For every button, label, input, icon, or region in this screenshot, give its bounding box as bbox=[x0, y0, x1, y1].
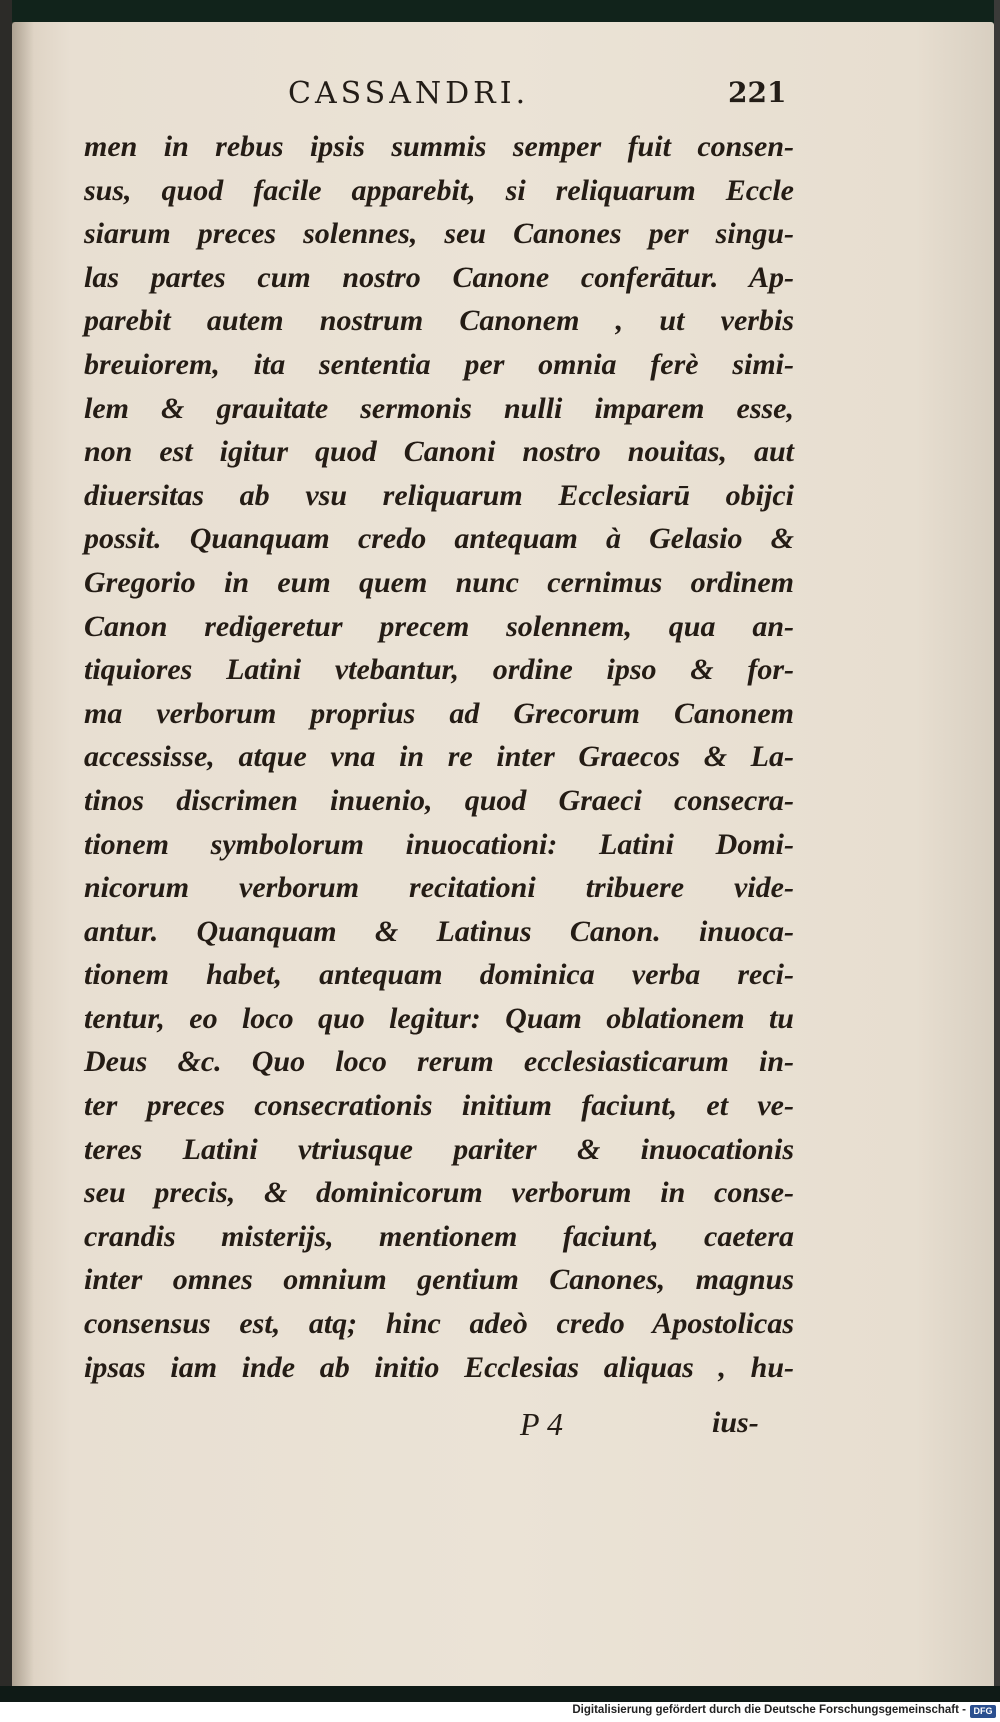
text-line: Gregorio in eum quem nunc cernimus ordinem bbox=[84, 565, 794, 599]
text-block bbox=[84, 125, 794, 1389]
text-line: nicorum verborum recitationi tribuere vide- bbox=[84, 871, 794, 905]
text-line: diuersitas ab vsu reliquarum Ecclesiarū obijci bbox=[84, 478, 794, 512]
text-line: las partes cum nostro Canone conferātur. Ap- bbox=[84, 260, 794, 294]
text-line: inter omnes omnium gentium Canones, magnus bbox=[84, 1263, 794, 1297]
running-head-title: CASSANDRI. bbox=[288, 76, 530, 111]
text-line: tionem symbolorum inuocationi: Latini Domi- bbox=[84, 827, 794, 861]
text-line: breuiorem, ita sententia per omnia ferè simi- bbox=[84, 347, 794, 381]
page-footer bbox=[12, 1406, 994, 1450]
text-line: ma verborum proprius ad Grecorum Canonem bbox=[84, 696, 794, 730]
page-number: 221 bbox=[728, 76, 787, 109]
text-line: tiquiores Latini vtebantur, ordine ipso & for- bbox=[84, 653, 794, 687]
text-line: tionem habet, antequam dominica verba reci- bbox=[84, 958, 794, 992]
text-line: tinos discrimen inuenio, quod Graeci consecra- bbox=[84, 783, 794, 817]
text-line: accessisse, atque vna in re inter Graecos & La- bbox=[84, 740, 794, 774]
text-line: ipsas iam inde ab initio Ecclesias aliquas , hu- bbox=[84, 1350, 794, 1384]
text-line: crandis misterijs, mentionem faciunt, caetera bbox=[84, 1219, 794, 1253]
scan-left-edge bbox=[0, 0, 12, 1700]
text-line: siarum preces solennes, seu Canones per singu- bbox=[84, 217, 794, 251]
text-line: ter preces consecrationis initium faciunt, et ve- bbox=[84, 1089, 794, 1123]
text-line: possit. Quanquam credo antequam à Gelasio & bbox=[84, 522, 794, 556]
credit-bar bbox=[0, 1702, 1000, 1722]
text-line: consensus est, atq; hinc adeò credo Apostolicas bbox=[84, 1307, 794, 1341]
text-line: sus, quod facile apparebit, si reliquarum Eccle bbox=[84, 173, 794, 207]
text-line: antur. Quanquam & Latinus Canon. inuoca- bbox=[84, 914, 794, 948]
text-line: non est igitur quod Canoni nostro nouitas, aut bbox=[84, 435, 794, 469]
text-line: parebit autem nostrum Canonem , ut verbis bbox=[84, 304, 794, 338]
text-line: Canon redigeretur precem solennem, qua an- bbox=[84, 609, 794, 643]
funding-credit: Digitalisierung gefördert durch die Deutsche Forschungsgemeinschaft - bbox=[572, 1704, 966, 1716]
text-line: lem & grauitate sermonis nulli imparem esse, bbox=[84, 391, 794, 425]
scan-bottom-edge bbox=[0, 1686, 1000, 1702]
text-line: seu precis, & dominicorum verborum in conse- bbox=[84, 1176, 794, 1210]
text-line: tentur, eo loco quo legitur: Quam oblationem tu bbox=[84, 1001, 794, 1035]
text-line: teres Latini vtriusque pariter & inuocationis bbox=[84, 1132, 794, 1166]
signature-mark: P 4 bbox=[520, 1406, 563, 1442]
text-line: Deus &c. Quo loco rerum ecclesiasticarum in- bbox=[84, 1045, 794, 1079]
catchword: ius- bbox=[712, 1406, 759, 1439]
scan-right-edge bbox=[994, 0, 1000, 1700]
running-head bbox=[12, 76, 994, 116]
dfg-logo-icon: DFG bbox=[970, 1705, 996, 1718]
text-line: men in rebus ipsis summis semper fuit consen- bbox=[84, 130, 794, 163]
book-page bbox=[12, 22, 994, 1690]
